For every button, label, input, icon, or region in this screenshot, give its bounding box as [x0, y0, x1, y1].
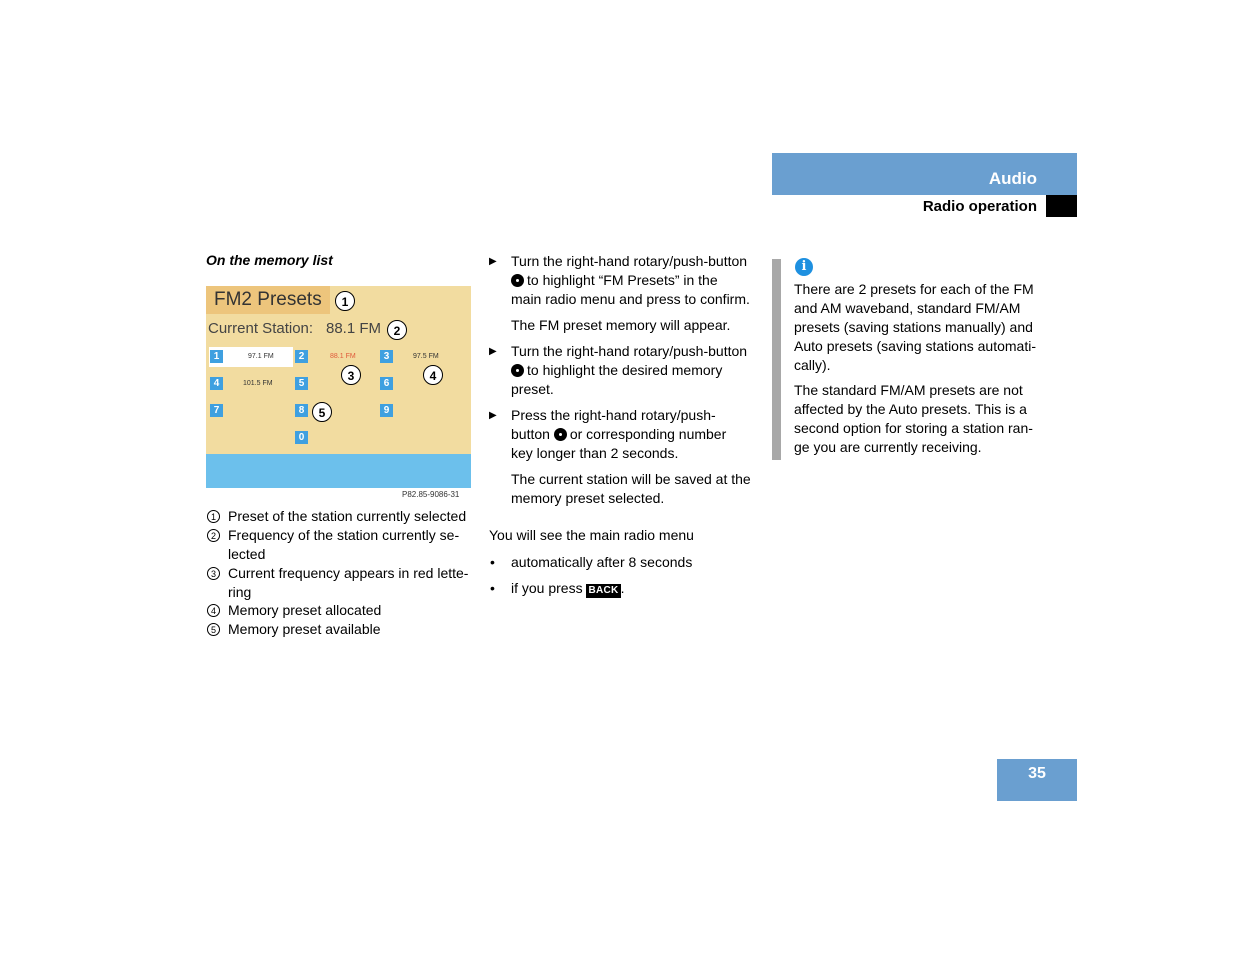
callout-3: 3	[341, 365, 361, 385]
preset-frequency-current: 88.1 FM	[330, 353, 356, 360]
subsection-title: Radio operation	[922, 198, 1037, 215]
step-3-line: button or corresponding number	[511, 426, 727, 442]
legend-number: 2	[207, 529, 220, 542]
preset-key: 1	[210, 350, 223, 363]
step-1-line: to highlight “FM Presets” in the	[511, 271, 761, 290]
preset-frequency: 97.1 FM	[248, 353, 274, 360]
step-arrow-icon: ▶	[489, 256, 497, 267]
screen-bottom-band	[206, 454, 471, 488]
step-2-line: to highlight the desired memory	[511, 361, 761, 380]
legend-text: Frequency of the station currently se-lected	[228, 527, 460, 562]
callout-4: 4	[423, 365, 443, 385]
step-3-line: Press the right-hand rotary/push-	[511, 407, 716, 423]
step-arrow-icon: ▶	[489, 410, 497, 421]
step-arrow-icon: ▶	[489, 346, 497, 357]
back-key-icon: BACK	[588, 585, 619, 596]
preset-key: 4	[210, 377, 223, 390]
subsection-marker	[1046, 195, 1077, 217]
main-menu-intro: You will see the main radio menu	[489, 527, 694, 543]
preset-key: 8	[295, 404, 308, 417]
step-3	[511, 406, 761, 463]
callout-1: 1	[335, 291, 355, 311]
callout-2: 2	[387, 320, 407, 340]
step-2-line: preset.	[511, 381, 554, 397]
preset-key: 3	[380, 350, 393, 363]
preset-frequency: 101.5 FM	[243, 380, 273, 387]
step-3-result: The current station will be saved at the memory preset selected.	[511, 471, 751, 506]
legend-text: Memory preset allocated	[228, 602, 382, 618]
legend-number: 4	[207, 604, 220, 617]
page-number: 35	[1028, 765, 1046, 782]
step-3-line: key longer than 2 seconds.	[511, 445, 679, 461]
preset-key: 2	[295, 350, 308, 363]
step-1-result: The FM preset memory will appear.	[511, 317, 731, 333]
legend-number: 1	[207, 510, 220, 523]
bullet-item: if you press BACK .	[511, 580, 625, 596]
step-2	[511, 342, 761, 399]
memory-list-heading: On the memory list	[206, 252, 333, 268]
legend-text: Current frequency appears in red lette-ring	[228, 565, 469, 600]
legend-text: Preset of the station currently selected	[228, 508, 467, 524]
rotary-button-icon	[511, 274, 524, 287]
bullet-icon: •	[490, 554, 495, 570]
legend-number: 5	[207, 623, 220, 636]
callout-5: 5	[312, 402, 332, 422]
info-paragraph-1: There are 2 presets for each of the FM and AM waveband, standard FM/AM presets (saving stations manually) and Auto presets (saving stations automati- cally).	[794, 281, 1037, 373]
legend-text: Memory preset available	[228, 621, 381, 637]
bullet-item: automatically after 8 seconds	[511, 554, 693, 570]
info-paragraph-2: The standard FM/AM presets are not affected by the Auto presets. This is a second option for storing a station ran- ge you are currently receiving.	[794, 382, 1033, 455]
section-title: Audio	[988, 169, 1037, 188]
preset-key: 7	[210, 404, 223, 417]
rotary-button-icon	[511, 364, 524, 377]
preset-frequency: 97.5 FM	[413, 353, 439, 360]
bullet-icon: •	[490, 580, 495, 596]
section-tab	[772, 153, 1077, 195]
rotary-button-icon	[554, 428, 567, 441]
step-1-line: main radio menu and press to confirm.	[511, 291, 750, 307]
page-number-tab	[997, 759, 1077, 801]
step-1-line: Turn the right-hand rotary/push-button	[511, 253, 748, 269]
step-1	[511, 252, 761, 309]
info-sidebar-bar	[772, 259, 781, 460]
screen-title: FM2 Presets	[214, 289, 322, 310]
current-station-label: Current Station:	[208, 320, 314, 337]
figure-code: P82.85-9086-31	[402, 490, 460, 499]
fm-presets-screen-figure	[206, 286, 471, 488]
preset-key: 0	[295, 431, 308, 444]
preset-key: 9	[380, 404, 393, 417]
step-2-line: Turn the right-hand rotary/push-button	[511, 343, 748, 359]
preset-key: 6	[380, 377, 393, 390]
info-icon: i	[795, 258, 813, 276]
legend-number: 3	[207, 567, 220, 580]
preset-key: 5	[295, 377, 308, 390]
current-station-frequency: 88.1 FM	[326, 320, 382, 337]
